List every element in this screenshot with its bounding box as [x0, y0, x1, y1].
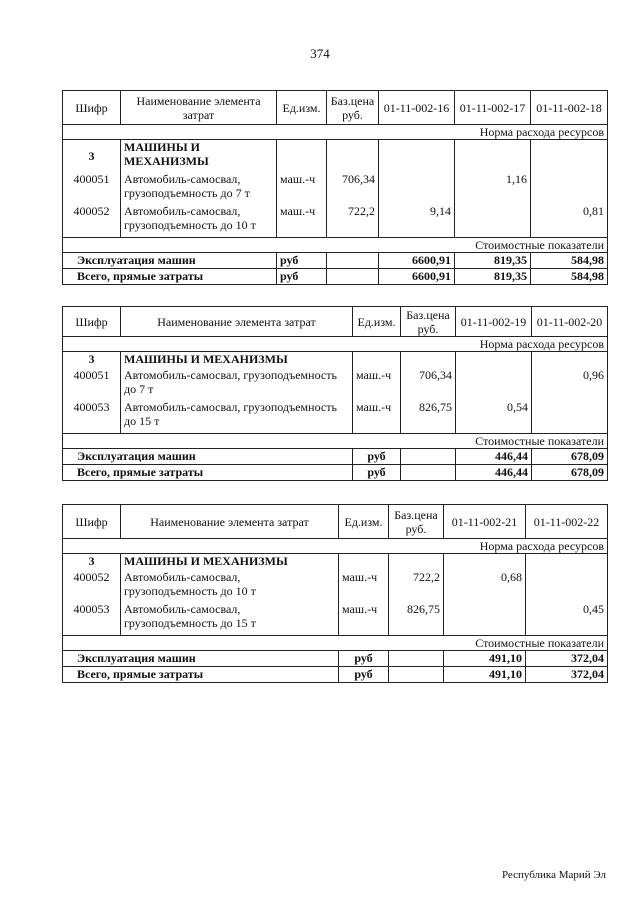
resource-name: Автомобиль-самосвал, грузоподъемность до 15 т	[121, 602, 339, 636]
page-number: 374	[310, 46, 330, 61]
total-unit: руб	[339, 667, 389, 683]
total-value: 819,35	[455, 253, 531, 269]
total-row	[63, 449, 608, 465]
empty-cell	[277, 140, 327, 172]
total-value: 6600,91	[379, 269, 455, 285]
total-value: 678,09	[532, 449, 608, 465]
total-unit: руб	[339, 651, 389, 667]
header-code: Шифр	[63, 91, 121, 125]
header-unit: Ед.изм.	[277, 91, 327, 125]
total-value: 584,98	[531, 253, 608, 269]
total-unit: руб	[353, 449, 401, 465]
resource-code: 400053	[63, 602, 121, 636]
resource-unit: маш.-ч	[353, 368, 401, 400]
total-unit: руб	[353, 465, 401, 481]
norm-section-label: Норма расхода ресурсов	[63, 125, 608, 140]
empty-cell	[456, 352, 532, 368]
group-name: МАШИНЫ И МЕХАНИЗМЫ	[121, 352, 353, 368]
rate-value	[379, 172, 455, 204]
total-row	[63, 651, 608, 667]
resource-code: 400052	[63, 204, 121, 238]
resource-name: Автомобиль-самосвал, грузоподъемность до 7 т	[121, 172, 277, 204]
total-value: 819,35	[455, 269, 531, 285]
rate-value	[526, 570, 608, 602]
total-row	[63, 465, 608, 481]
header-rate-code: 01-11-002-21	[444, 505, 526, 539]
header-rate-code: 01-11-002-18	[531, 91, 608, 125]
empty-cell	[401, 465, 456, 481]
empty-cell	[401, 352, 456, 368]
total-row	[63, 269, 608, 285]
header-rate-code: 01-11-002-22	[526, 505, 608, 539]
rate-value: 9,14	[379, 204, 455, 238]
total-name: Эксплуатация машин	[63, 449, 353, 465]
total-unit: руб	[277, 269, 327, 285]
resource-name: Автомобиль-самосвал, грузоподъемность до 15 т	[121, 400, 353, 434]
resource-base-price: 722,2	[327, 204, 379, 238]
table-row	[63, 602, 608, 636]
empty-cell	[455, 140, 531, 172]
empty-cell	[532, 352, 608, 368]
total-row	[63, 253, 608, 269]
resource-unit: маш.-ч	[339, 602, 389, 636]
empty-cell	[444, 554, 526, 570]
total-value: 446,44	[456, 465, 532, 481]
empty-cell	[327, 269, 379, 285]
resource-code: 400052	[63, 570, 121, 602]
empty-cell	[531, 140, 608, 172]
resource-base-price: 722,2	[389, 570, 444, 602]
header-base-price: Баз.цена руб.	[389, 505, 444, 539]
total-name: Всего, прямые затраты	[63, 667, 339, 683]
header-name: Наименование элемента затрат	[121, 91, 277, 125]
resource-base-price: 706,34	[327, 172, 379, 204]
resource-unit: маш.-ч	[339, 570, 389, 602]
total-value: 491,10	[444, 651, 526, 667]
header-code: Шифр	[63, 505, 121, 539]
header-unit: Ед.изм.	[339, 505, 389, 539]
rate-table-1	[62, 90, 608, 285]
total-value: 678,09	[532, 465, 608, 481]
rate-value: 1,16	[455, 172, 531, 204]
resource-unit: маш.-ч	[277, 204, 327, 238]
header-rate-code: 01-11-002-16	[379, 91, 455, 125]
table-row	[63, 368, 608, 400]
total-unit: руб	[277, 253, 327, 269]
rate-value: 0,96	[532, 368, 608, 400]
total-name: Эксплуатация машин	[63, 253, 277, 269]
rate-value	[456, 368, 532, 400]
total-value: 372,04	[526, 651, 608, 667]
header-base-price: Баз.цена руб.	[401, 307, 456, 337]
header-name: Наименование элемента затрат	[121, 307, 353, 337]
cost-section-label: Стоимостные показатели	[63, 636, 608, 651]
empty-cell	[401, 449, 456, 465]
cost-section-label: Стоимостные показатели	[63, 434, 608, 449]
empty-cell	[389, 554, 444, 570]
rate-value: 0,81	[531, 204, 608, 238]
header-rate-code: 01-11-002-20	[532, 307, 608, 337]
empty-cell	[327, 140, 379, 172]
group-name: МАШИНЫ И МЕХАНИЗМЫ	[121, 554, 339, 570]
header-rate-code: 01-11-002-19	[456, 307, 532, 337]
total-value: 584,98	[531, 269, 608, 285]
resource-base-price: 826,75	[389, 602, 444, 636]
empty-cell	[526, 554, 608, 570]
table-row	[63, 570, 608, 602]
resource-base-price: 826,75	[401, 400, 456, 434]
total-value: 6600,91	[379, 253, 455, 269]
total-row	[63, 667, 608, 683]
cost-section-label: Стоимостные показатели	[63, 238, 608, 253]
header-base-price: Баз.цена руб.	[327, 91, 379, 125]
table-row	[63, 400, 608, 434]
resource-code: 400051	[63, 368, 121, 400]
empty-cell	[339, 554, 389, 570]
group-code: 3	[63, 140, 121, 172]
norm-section-label: Норма расхода ресурсов	[63, 337, 608, 352]
group-name: МАШИНЫ И МЕХАНИЗМЫ	[121, 140, 277, 172]
header-name: Наименование элемента затрат	[121, 505, 339, 539]
resource-name: Автомобиль-самосвал, грузоподъемность до 10 т	[121, 570, 339, 602]
resource-code: 400051	[63, 172, 121, 204]
header-unit: Ед.изм.	[353, 307, 401, 337]
table-row	[63, 204, 608, 238]
header-code: Шифр	[63, 307, 121, 337]
header-rate-code: 01-11-002-17	[455, 91, 531, 125]
rate-value	[455, 204, 531, 238]
rate-value: 0,45	[526, 602, 608, 636]
table-row	[63, 172, 608, 204]
footer-region: Республика Марий Эл	[501, 869, 606, 881]
norm-section-label: Норма расхода ресурсов	[63, 539, 608, 554]
resource-base-price: 706,34	[401, 368, 456, 400]
rate-value: 0,68	[444, 570, 526, 602]
resource-name: Автомобиль-самосвал, грузоподъемность до 10 т	[121, 204, 277, 238]
total-value: 446,44	[456, 449, 532, 465]
empty-cell	[379, 140, 455, 172]
rate-value	[531, 172, 608, 204]
resource-unit: маш.-ч	[277, 172, 327, 204]
rate-value: 0,54	[456, 400, 532, 434]
total-value: 491,10	[444, 667, 526, 683]
rate-value	[444, 602, 526, 636]
resource-name: Автомобиль-самосвал, грузоподъемность до 7 т	[121, 368, 353, 400]
group-code: 3	[63, 352, 121, 368]
empty-cell	[353, 352, 401, 368]
total-value: 372,04	[526, 667, 608, 683]
total-name: Всего, прямые затраты	[63, 269, 277, 285]
total-name: Всего, прямые затраты	[63, 465, 353, 481]
resource-code: 400053	[63, 400, 121, 434]
rate-table-3	[62, 504, 608, 683]
empty-cell	[389, 667, 444, 683]
resource-unit: маш.-ч	[353, 400, 401, 434]
total-name: Эксплуатация машин	[63, 651, 339, 667]
rate-value	[532, 400, 608, 434]
group-code: 3	[63, 554, 121, 570]
empty-cell	[327, 253, 379, 269]
empty-cell	[389, 651, 444, 667]
rate-table-2	[62, 306, 608, 481]
